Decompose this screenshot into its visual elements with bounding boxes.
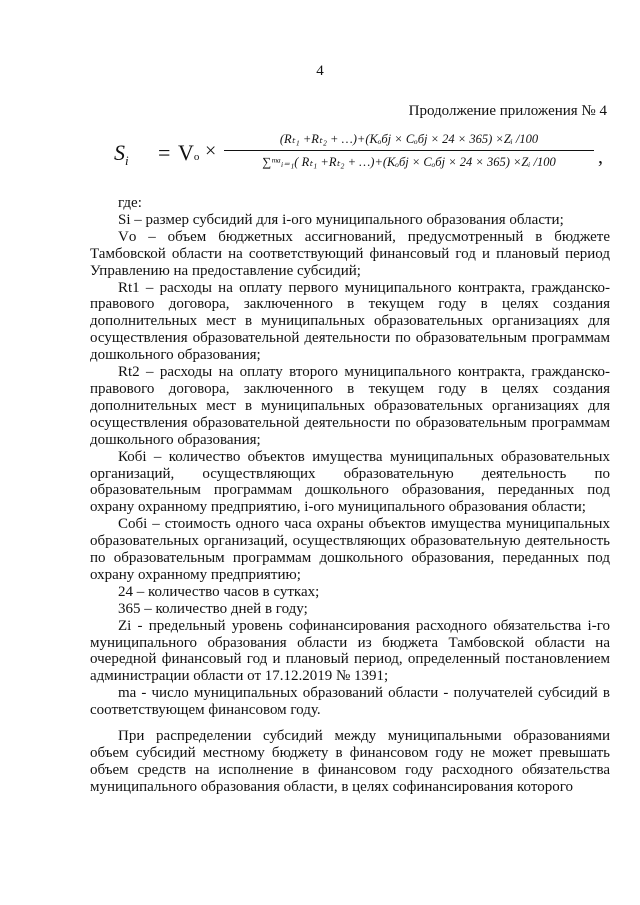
formula-lhs: [114, 140, 129, 166]
paragraph-where: где:: [118, 195, 142, 211]
paragraph-ma: ma - число муниципальных образований области - получателей субсидий в соответствующем финансовом году.: [90, 685, 610, 719]
fraction-bar: [224, 150, 594, 151]
paragraph-distribution: При распределении субсидий между муниципальными образованиями объем субсидий местному бюджету в финансовом году не может превышать объем средств на исполнение в финансовом году расходного обязательства муниципального образования области, в целях софинансирования которого: [90, 728, 610, 795]
paragraph-kobi: Кобі – количество объектов имущества муниципальных образовательных организаций, осуществляющих образовательную деятельность по образовательным программам дошкольного образования, переданных под охрану охранному предприятию, i-ого муниципального образования области;: [90, 448, 610, 516]
formula-comma: ,: [598, 146, 603, 168]
paragraph-si: Si – размер субсидий для i-ого муниципального образования области;: [118, 211, 564, 228]
document-body: [90, 195, 610, 796]
paragraph-24: 24 – количество часов в сутках;: [118, 583, 320, 600]
formula-equals: =: [158, 140, 171, 165]
appendix-note: Продолжение приложения № 4: [408, 103, 607, 119]
paragraph-rt2: Rt2 – расходы на оплату второго муниципального контракта, гражданско-правового договора, заключенного в текущем году в целях создания дополнительных мест в муниципальных образовательных организациях для осуществления образовательной деятельности по образовательным программам дошкольного образования;: [90, 364, 610, 448]
paragraph-zi: Zi - предельный уровень софинансирования расходного обязательства i-го муниципального образования области из бюджета Тамбовской области на очередной финансовый год и плановый период, определенный постановлением администрации области от 17.12.2019 № 1391;: [90, 617, 610, 685]
formula-lhs-symbol: S: [114, 140, 125, 165]
subsidy-formula: [110, 128, 620, 178]
paragraph-365: 365 – количество дней в году;: [118, 600, 308, 617]
formula-v0-subscript: о: [193, 151, 200, 163]
formula-times: ×: [205, 140, 217, 162]
formula-fraction: [224, 130, 594, 171]
formula-v0-symbol: V: [178, 140, 194, 165]
paragraph-rt1: Rt1 – расходы на оплату первого муниципального контракта, гражданско-правового договора, заключенного в текущем году в целях создания дополнительных мест в муниципальных образовательных организациях для осуществления образовательной деятельности по образовательным программам дошкольного образования;: [90, 279, 610, 364]
paragraph-sobi: Собі – стоимость одного часа охраны объектов имущества муниципальных образовательных организаций, осуществляющих образовательную деятельность по образовательным программам дошкольного образования, переданных под охрану охранному предприятию;: [90, 516, 610, 583]
paragraph-v0: Vо – объем бюджетных ассигнований, предусмотренный в бюджете Тамбовской области на соответствующий финансовый год и плановый период Управлению на предоставление субсидий;: [90, 228, 610, 279]
formula-lhs-subscript: i: [125, 153, 129, 168]
formula-v0: [178, 140, 199, 166]
page-number: 4: [316, 63, 324, 79]
formula-denominator: ∑ᵐᵃᵢ₌₁( Rₜ₁ +Rₜ₂ + …)+(Kₒбj × Cₒбj × 24 × 365) ×Zᵢ /100: [262, 155, 556, 169]
formula-numerator: (Rₜ₁ +Rₜ₂ + …)+(Kₒбj × Cₒбj × 24 × 365) ×Zᵢ /100: [279, 132, 539, 146]
